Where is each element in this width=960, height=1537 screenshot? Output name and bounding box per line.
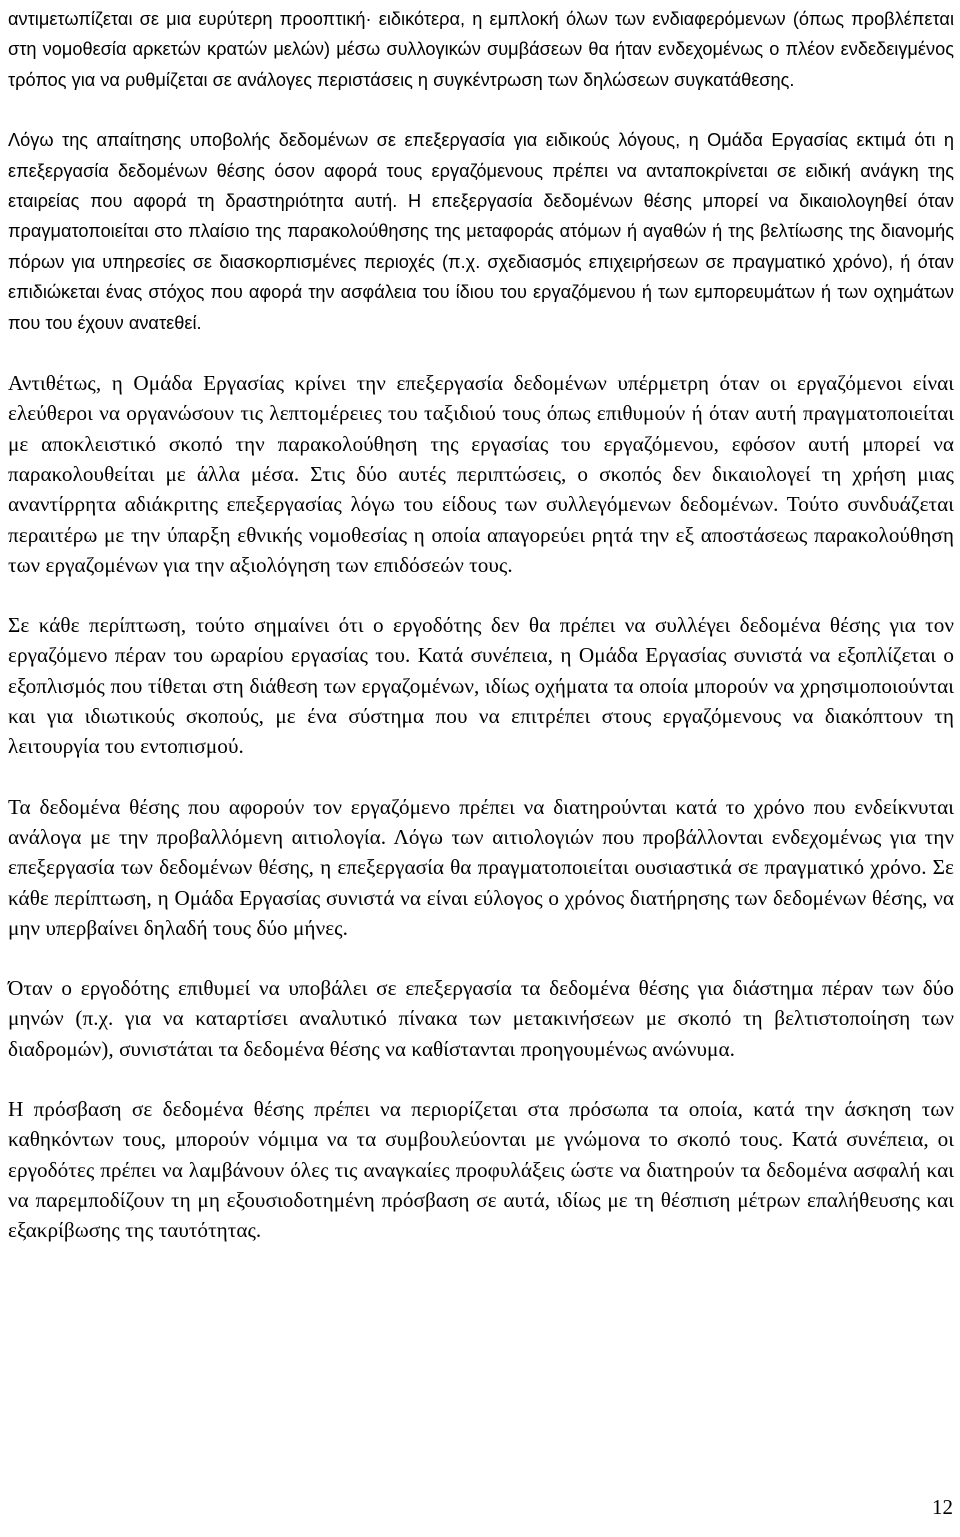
paragraph-7: Η πρόσβαση σε δεδομένα θέσης πρέπει να περιορίζεται στα πρόσωπα τα οποία, κατά την άσκηση των καθηκόντων τους, μπορούν νόμιμα να τα συμβουλεύονται με γνώμονα το σκοπό τους. Κατά συνέπεια, οι εργοδότες πρέπει να λαμβάνουν όλες τις αναγκαίες προφυλάξεις ώστε να διατηρούν τα δεδομένα ασφαλή και να παρεμποδίζουν τη μη εξουσιοδοτημένη πρόσβαση σε αυτά, ιδίως με τη θέσπιση μέτρων επαλήθευσης και εξακρίβωσης της ταυτότητας.	[8, 1097, 954, 1243]
paragraph-1: αντιμετωπίζεται σε μια ευρύτερη προοπτική· ειδικότερα, η εμπλοκή όλων των ενδιαφερόμενων (όπως προβλέπεται στη νομοθεσία αρκετών κρατών μελών) μέσω συλλογικών συμβάσεων θα ήταν ενδεχομένως ο πλέον ενδεδειγμένος τρόπος για να ρυθμίζεται σε ανάλογες περιστάσεις η συγκέντρωση των δηλώσεων συγκατάθεσης.	[8, 9, 954, 90]
paragraph-spacer	[8, 95, 954, 125]
paragraph-3: Αντιθέτως, η Ομάδα Εργασίας κρίνει την επεξεργασία δεδομένων υπέρμετρη όταν οι εργαζόμενοι είναι ελεύθεροι να οργανώσουν τις λεπτομέρειες του ταξιδιού τους όπως επιθυμούν ή όταν αυτή πραγματοποιείται με αποκλειστικό σκοπό την παρακολούθηση της εργασίας του εργαζόμενου, εφόσον αυτή μπορεί να παρακολουθείται με άλλα μέσα. Στις δύο αυτές περιπτώσεις, ο σκοπός δεν δικαιολογεί τη χρήση μιας αναντίρρητα αδιάκριτης επεξεργασίας λόγω του είδους των συλλεγόμενων δεδομένων. Τούτο συνδυάζεται περαιτέρω με την ύπαρξη εθνικής νομοθεσίας η οποία απαγορεύει ρητά την εξ αποστάσεως παρακολούθηση των εργαζομένων για την αξιολόγηση των επιδόσεών τους.	[8, 371, 954, 577]
paragraph-5: Τα δεδομένα θέσης που αφορούν τον εργαζόμενο πρέπει να διατηρούνται κατά το χρόνο που ενδείκνυται ανάλογα με την προβαλλόμενη αιτιολογία. Λόγω των αιτιολογιών που προβάλλονται ενδεχομένως για την επεξεργασία των δεδομένων θέσης, η επεξεργασία θα πραγματοποιείται ουσιαστικά σε πραγματικό χρόνο. Σε κάθε περίπτωση, η Ομάδα Εργασίας συνιστά να είναι εύλογος ο χρόνος διατήρησης των δεδομένων θέσης, να μην υπερβαίνει δηλαδή τους δύο μήνες.	[8, 794, 954, 940]
paragraph-6: Όταν ο εργοδότης επιθυμεί να υποβάλει σε επεξεργασία τα δεδομένα θέσης για διάστημα πέραν των δύο μηνών (π.χ. για να καταρτίσει αναλυτικό πίνακα των μετακινήσεων με σκοπό τη βελτιστοποίηση των διαδρομών), συνιστάται τα δεδομένα θέσης να καθίστανται προηγουμένως ανώνυμα.	[8, 976, 954, 1061]
paragraph-spacer	[8, 943, 954, 973]
document-page	[8, 4, 954, 1245]
page-number: 12	[932, 1495, 953, 1519]
paragraph-2: Λόγω της απαίτησης υποβολής δεδομένων σε επεξεργασία για ειδικούς λόγους, η Ομάδα Εργασίας εκτιμά ότι η επεξεργασία δεδομένων θέσης όσον αφορά τους εργαζόμενους πρέπει να ανταποκρίνεται σε ειδική ανάγκη της εταιρείας που αφορά τη δραστηριότητα αυτή. Η επεξεργασία δεδομένων θέσης μπορεί να δικαιολογηθεί όταν πραγματοποιείται στο πλαίσιο της παρακολούθησης της μεταφοράς ατόμων ή αγαθών ή της βελτίωσης της διανομής πόρων για υπηρεσίες σε διασκορπισμένες περιοχές (π.χ. σχεδιασμός επιχειρήσεων σε πραγματικό χρόνο), ή όταν επιδιώκεται ένας στόχος που αφορά την ασφάλεια του ίδιου του εργαζόμενου ή των εμπορευμάτων ή των οχημάτων που του έχουν ανατεθεί.	[8, 130, 954, 333]
paragraph-spacer	[8, 762, 954, 792]
paragraph-4: Σε κάθε περίπτωση, τούτο σημαίνει ότι ο εργοδότης δεν θα πρέπει να συλλέγει δεδομένα θέσης για τον εργαζόμενο πέραν του ωραρίου εργασίας του. Κατά συνέπεια, η Ομάδα Εργασίας συνιστά να εξοπλίζεται ο εξοπλισμός που τίθεται στη διάθεση των εργαζομένων, ιδίως οχήματα τα οποία μπορούν να χρησιμοποιούνται και για ιδιωτικούς σκοπούς, με ένα σύστημα που να επιτρέπει στους εργαζόμενους να διακόπτουν τη λειτουργία του εντοπισμού.	[8, 613, 954, 759]
paragraph-spacer	[8, 338, 954, 368]
paragraph-spacer	[8, 580, 954, 610]
paragraph-spacer	[8, 1064, 954, 1094]
